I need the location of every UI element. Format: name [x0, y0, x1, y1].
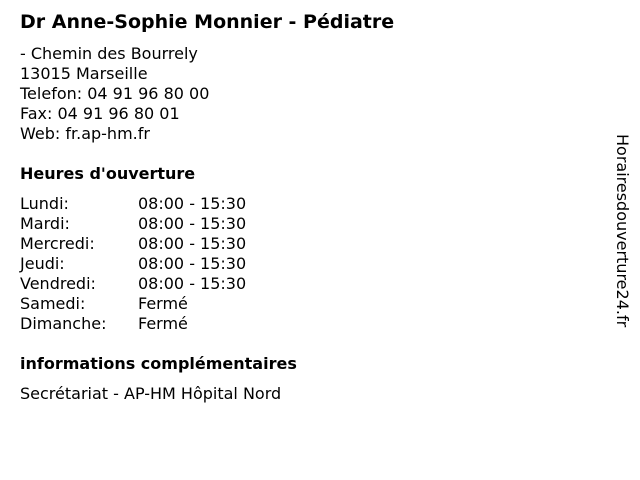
hours-row	[20, 214, 246, 234]
page-title: Dr Anne-Sophie Monnier - Pédiatre	[20, 11, 395, 33]
info-text: Secrétariat - AP-HM Hôpital Nord	[20, 384, 282, 403]
hours-row	[20, 274, 246, 294]
hours-value: 08:00 - 15:30	[138, 254, 247, 273]
phone-line: Telefon: 04 91 96 80 00	[20, 84, 210, 103]
hours-row	[20, 254, 246, 274]
hours-value: Fermé	[138, 294, 188, 313]
street-line: - Chemin des Bourrely	[20, 44, 198, 63]
city-line: 13015 Marseille	[20, 64, 148, 83]
site-watermark: Horairesdouverture24.fr	[613, 134, 632, 328]
fax-line: Fax: 04 91 96 80 01	[20, 104, 180, 123]
hours-value: Fermé	[138, 314, 188, 333]
hours-value: 08:00 - 15:30	[138, 234, 247, 253]
hours-row	[20, 314, 246, 334]
hours-row	[20, 194, 246, 214]
day-label: Dimanche:	[20, 314, 107, 333]
hours-row	[20, 294, 246, 314]
hours-heading: Heures d'ouverture	[20, 164, 196, 183]
info-heading: informations complémentaires	[20, 354, 297, 373]
day-label: Lundi:	[20, 194, 69, 213]
address-block	[20, 44, 209, 144]
day-label: Mardi:	[20, 214, 70, 233]
day-label: Jeudi:	[20, 254, 65, 273]
day-label: Mercredi:	[20, 234, 95, 253]
day-label: Samedi:	[20, 294, 86, 313]
hours-table	[20, 194, 246, 334]
web-line: Web: fr.ap-hm.fr	[20, 124, 150, 143]
day-label: Vendredi:	[20, 274, 96, 293]
hours-value: 08:00 - 15:30	[138, 194, 247, 213]
hours-row	[20, 234, 246, 254]
hours-value: 08:00 - 15:30	[138, 214, 247, 233]
hours-value: 08:00 - 15:30	[138, 274, 247, 293]
